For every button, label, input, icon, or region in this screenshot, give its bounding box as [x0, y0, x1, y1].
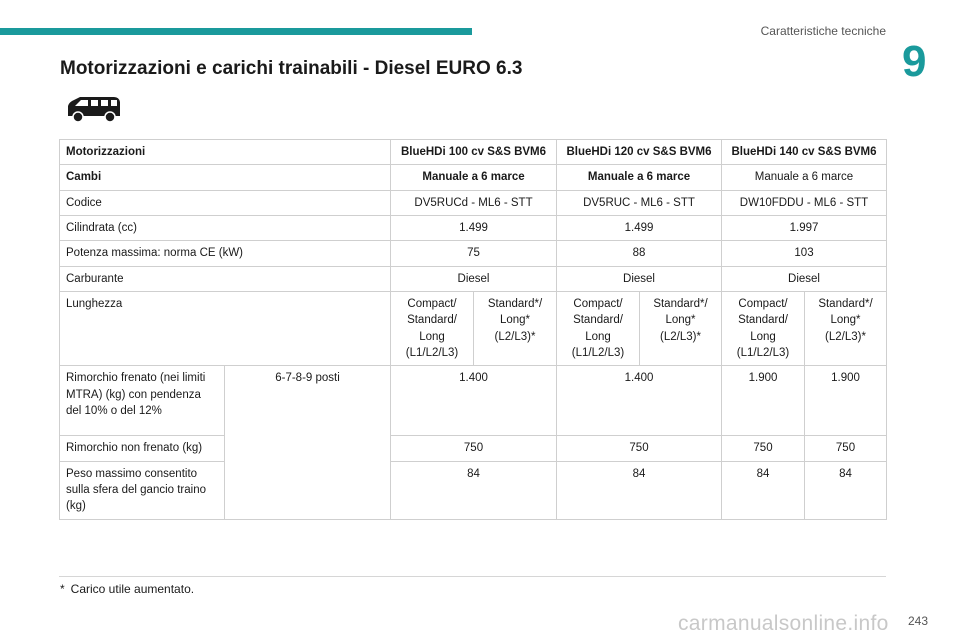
hitch-load-value: 84 [805, 461, 887, 519]
length-value: Compact/ Standard/ Long (L1/L2/L3) [722, 291, 805, 365]
unbraked-trailer-value: 750 [391, 436, 557, 461]
table-row [60, 291, 887, 365]
engine-name: BlueHDi 120 cv S&S BVM6 [557, 140, 722, 165]
footnote [60, 582, 194, 596]
unbraked-trailer-label: Rimorchio non frenato (kg) [60, 436, 225, 461]
length-value: Standard*/ Long* (L2/L3)* [640, 291, 722, 365]
hitch-load-label: Peso massimo consentito sulla sfera del gancio traino (kg) [60, 461, 225, 519]
power-value: 75 [391, 241, 557, 266]
unbraked-trailer-value: 750 [557, 436, 722, 461]
braked-trailer-value: 1.900 [805, 366, 887, 436]
power-label: Potenza massima: norma CE (kW) [60, 241, 391, 266]
unbraked-trailer-value: 750 [722, 436, 805, 461]
seats-label: 6-7-8-9 posti [225, 366, 391, 519]
engine-label: Motorizzazioni [60, 140, 391, 165]
hitch-load-value: 84 [391, 461, 557, 519]
fuel-value: Diesel [557, 266, 722, 291]
gearbox-value: Manuale a 6 marce [391, 165, 557, 190]
length-value: Standard*/ Long* (L2/L3)* [805, 291, 887, 365]
length-value: Standard*/ Long* (L2/L3)* [474, 291, 557, 365]
header-accent-bar [0, 28, 472, 35]
fuel-label: Carburante [60, 266, 391, 291]
braked-trailer-value: 1.400 [557, 366, 722, 436]
table-row [60, 266, 887, 291]
code-value: DV5RUCd - ML6 - STT [391, 190, 557, 215]
unbraked-trailer-value: 750 [805, 436, 887, 461]
displacement-value: 1.997 [722, 215, 887, 240]
gearbox-label: Cambi [60, 165, 391, 190]
section-title: Caratteristiche tecniche [760, 24, 886, 38]
table-row [60, 366, 887, 436]
table-row [60, 215, 887, 240]
gearbox-value: Manuale a 6 marce [557, 165, 722, 190]
footnote-divider [59, 576, 886, 577]
engine-spec-table [59, 139, 887, 520]
footnote-marker: * [60, 582, 65, 596]
table-row [60, 190, 887, 215]
fuel-value: Diesel [722, 266, 887, 291]
table-row [60, 140, 887, 165]
braked-trailer-value: 1.900 [722, 366, 805, 436]
table-row [60, 241, 887, 266]
length-value: Compact/ Standard/ Long (L1/L2/L3) [391, 291, 474, 365]
length-value: Compact/ Standard/ Long (L1/L2/L3) [557, 291, 640, 365]
engine-name: BlueHDi 100 cv S&S BVM6 [391, 140, 557, 165]
hitch-load-value: 84 [557, 461, 722, 519]
engine-name: BlueHDi 140 cv S&S BVM6 [722, 140, 887, 165]
displacement-value: 1.499 [391, 215, 557, 240]
braked-trailer-label: Rimorchio frenato (nei limiti MTRA) (kg) con pendenza del 10% o del 12% [60, 366, 225, 436]
fuel-value: Diesel [391, 266, 557, 291]
hitch-load-value: 84 [722, 461, 805, 519]
displacement-value: 1.499 [557, 215, 722, 240]
watermark: carmanualsonline.info [678, 612, 889, 635]
table-row [60, 461, 887, 519]
page-title: Motorizzazioni e carichi trainabili - Diesel EURO 6.3 [60, 58, 523, 79]
page-number: 243 [907, 614, 928, 628]
braked-trailer-value: 1.400 [391, 366, 557, 436]
footnote-text: Carico utile aumentato. [70, 582, 195, 596]
power-value: 103 [722, 241, 887, 266]
length-label: Lunghezza [60, 291, 391, 365]
code-value: DV5RUC - ML6 - STT [557, 190, 722, 215]
table-row [60, 165, 887, 190]
chapter-number: 9 [902, 37, 927, 86]
table-row [60, 436, 887, 461]
code-label: Codice [60, 190, 391, 215]
code-value: DW10FDDU - ML6 - STT [722, 190, 887, 215]
van-icon [64, 94, 122, 124]
displacement-label: Cilindrata (cc) [60, 215, 391, 240]
power-value: 88 [557, 241, 722, 266]
gearbox-value: Manuale a 6 marce [722, 165, 887, 190]
